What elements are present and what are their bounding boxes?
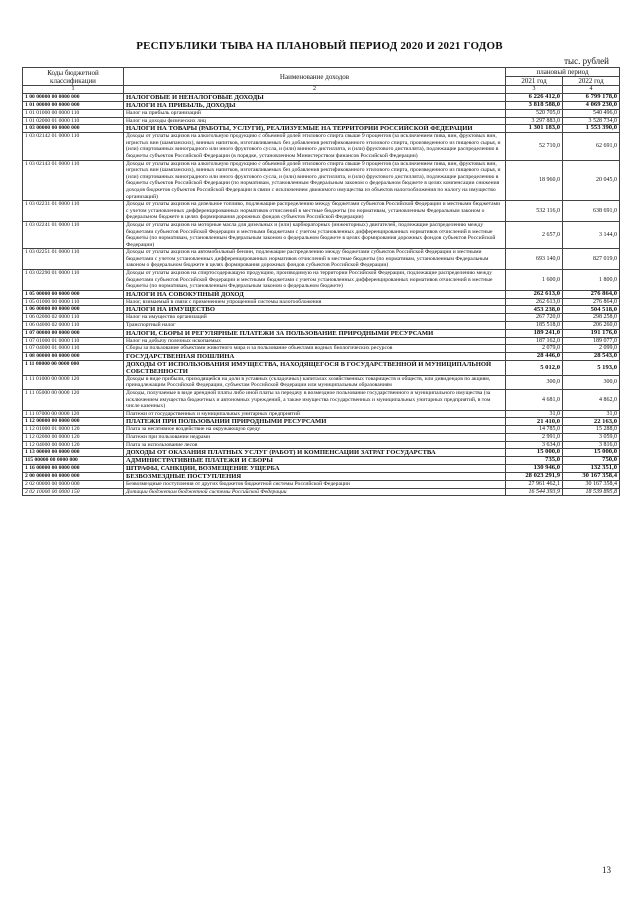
row-value-2022: 191 176,0 bbox=[563, 329, 620, 337]
row-value-2022: 276 864,0 bbox=[563, 290, 620, 298]
row-name: Доходы от уплаты акцизов на автомобильный бензин, подлежащие распределению между бюджетами субъектов Российской Федерации и местными бюджетами с учетом установленных дифференцированных нормативов отчислений в местные бюджеты (по нормативам, установленным Федеральным законом о федеральном бюджете в целях формирования дорожных фондов субъектов Российской Федерации) bbox=[124, 249, 506, 270]
row-value-2021: 2 079,0 bbox=[506, 345, 563, 353]
table-body bbox=[23, 94, 620, 496]
row-name: ПЛАТЕЖИ ПРИ ПОЛЬЗОВАНИИ ПРИРОДНЫМИ РЕСУРСАМИ bbox=[124, 418, 506, 426]
row-code: 1 12 00000 00 0000 000 bbox=[23, 418, 124, 426]
row-value-2022: 62 691,0 bbox=[563, 133, 620, 160]
row-name: Доходы от уплаты акцизов на спиртосодержащую продукцию, производимую на территории Российской Федерации, подлежащие распределению между бюджетами субъектов Российской Федерации и местными бюджетами с учетом установленных дифференцированных нормативов отчислений в местные бюджеты (по нормативам, установленным Федеральным законом о федеральном бюджете) bbox=[124, 270, 506, 291]
row-value-2021: 2 991,0 bbox=[506, 433, 563, 441]
row-code: 1 05 00000 00 0000 000 bbox=[23, 290, 124, 298]
row-value-2021: 532 116,0 bbox=[506, 201, 563, 222]
row-name: Доходы от уплаты акцизов на моторные масла для дизельных и (или) карбюраторных (инжекторных) двигателей, подлежащие распределению между бюджетами субъектов Российской Федерации и местными бюджетами с учетом установленных дифференцированных нормативов отчислений в местные бюджеты (по нормативам, установленным Федеральным законом о федеральном бюджете в целях формирования дорожных фондов субъектов Российской Федерации) bbox=[124, 221, 506, 248]
row-value-2021: 267 720,0 bbox=[506, 314, 563, 322]
table-row bbox=[23, 306, 620, 314]
row-value-2021: 27 961 462,1 bbox=[506, 481, 563, 489]
table-row bbox=[23, 133, 620, 160]
row-value-2021: 21 410,0 bbox=[506, 418, 563, 426]
row-value-2022: 4 069 230,0 bbox=[563, 102, 620, 110]
row-value-2021: 185 518,0 bbox=[506, 322, 563, 330]
header-name: Наименование доходов bbox=[124, 68, 506, 86]
row-code: 2 02 00000 00 0000 000 bbox=[23, 481, 124, 489]
row-name: ШТРАФЫ, САНКЦИИ, ВОЗМЕЩЕНИЕ УЩЕРБА bbox=[124, 465, 506, 473]
row-value-2022: 22 163,0 bbox=[563, 418, 620, 426]
row-value-2021: 18 960,0 bbox=[506, 160, 563, 201]
row-value-2021: 262 613,0 bbox=[506, 290, 563, 298]
row-name: Безвозмездные поступления от других бюджетов бюджетной системы Российской Федерации bbox=[124, 481, 506, 489]
row-name: Доходы от уплаты акцизов на алкогольную продукцию с объемной долей этилового спирта свыше 9 процентов (за исключением пива, вин, фруктовых вин, игристых вин (шампанских), винных напитков, изготавливаемых без добавления ректификованного этилового спирта, произведенного из пищевого сырья, и (или) спиртованных виноградного или иного фруктового сусла, и (или) винного дистиллята, и (или) фруктового дистиллята), подлежащие распределению в бюджеты субъектов Российской Федерации (в порядке, установленном Министерством финансов Российской Федерации) bbox=[124, 133, 506, 160]
row-value-2022: 18 539 895,8 bbox=[563, 488, 620, 496]
table-row bbox=[23, 360, 620, 375]
row-code: 1 06 02000 02 0000 110 bbox=[23, 314, 124, 322]
table-row bbox=[23, 160, 620, 201]
row-value-2022: 1 553 390,0 bbox=[563, 125, 620, 133]
row-code: 1 03 02290 01 0000 110 bbox=[23, 270, 124, 291]
table-row bbox=[23, 102, 620, 110]
row-code: 1 11 07000 00 0000 120 bbox=[23, 410, 124, 418]
row-code: 115 00000 00 0000 000 bbox=[23, 457, 124, 465]
row-value-2021: 189 241,0 bbox=[506, 329, 563, 337]
table-row bbox=[23, 473, 620, 481]
row-value-2021: 5 012,0 bbox=[506, 360, 563, 375]
row-code: 1 05 01000 00 0000 110 bbox=[23, 298, 124, 306]
row-code: 1 01 00000 00 0000 000 bbox=[23, 102, 124, 110]
row-name: ГОСУДАРСТВЕННАЯ ПОШЛИНА bbox=[124, 352, 506, 360]
row-value-2022: 3 144,0 bbox=[563, 221, 620, 248]
row-name: Налог, взимаемый в связи с применением упрощенной системы налогообложения bbox=[124, 298, 506, 306]
row-name: Платежи при пользовании недрами bbox=[124, 433, 506, 441]
row-code: 1 03 02241 01 0000 110 bbox=[23, 221, 124, 248]
row-value-2021: 187 162,0 bbox=[506, 337, 563, 345]
table-row bbox=[23, 441, 620, 449]
row-value-2021: 4 681,0 bbox=[506, 390, 563, 411]
row-code: 2 02 10000 00 0000 150 bbox=[23, 488, 124, 496]
row-code: 2 00 00000 00 0000 000 bbox=[23, 473, 124, 481]
table-row bbox=[23, 433, 620, 441]
column-index: 3 bbox=[506, 86, 563, 94]
table-row bbox=[23, 345, 620, 353]
table-row bbox=[23, 352, 620, 360]
row-value-2021: 52 710,0 bbox=[506, 133, 563, 160]
row-code: 1 16 00000 00 0000 000 bbox=[23, 465, 124, 473]
row-value-2021: 14 785,0 bbox=[506, 426, 563, 434]
row-name: НАЛОГИ НА ТОВАРЫ (РАБОТЫ, УСЛУГИ), РЕАЛИЗУЕМЫЕ НА ТЕРРИТОРИИ РОССИЙСКОЙ ФЕДЕРАЦИИ bbox=[124, 125, 506, 133]
row-name: Налог на доходы физических лиц bbox=[124, 117, 506, 125]
table-row bbox=[23, 488, 620, 496]
row-value-2022: 6 799 178,0 bbox=[563, 94, 620, 102]
page-title: РЕСПУБЛИКИ ТЫВА НА ПЛАНОВЫЙ ПЕРИОД 2020 И 2021 ГОДОВ bbox=[136, 40, 503, 52]
table-row bbox=[23, 298, 620, 306]
table-row bbox=[23, 329, 620, 337]
row-code: 1 03 02142 01 0000 110 bbox=[23, 133, 124, 160]
row-name: БЕЗВОЗМЕЗДНЫЕ ПОСТУПЛЕНИЯ bbox=[124, 473, 506, 481]
row-code: 1 11 01000 00 0000 120 bbox=[23, 375, 124, 389]
row-value-2022: 540 496,0 bbox=[563, 110, 620, 118]
row-code: 1 03 02143 01 0000 110 bbox=[23, 160, 124, 201]
row-value-2022: 15 000,0 bbox=[563, 449, 620, 457]
row-name: Доходы от уплаты акцизов на дизельное топливо, подлежащие распределению между бюджетами субъектов Российской Федерации и местными бюджетами с учетом установленных дифференцированных нормативов отчислений в местные бюджеты (по нормативам, установленным Федеральным законом о федеральном бюджете в целях формирования дорожных фондов субъектов Российской Федерации) bbox=[124, 201, 506, 222]
row-value-2022: 638 691,0 bbox=[563, 201, 620, 222]
row-value-2022: 31,0 bbox=[563, 410, 620, 418]
row-value-2021: 1 600,0 bbox=[506, 270, 563, 291]
row-code: 1 00 00000 00 0000 000 bbox=[23, 94, 124, 102]
row-value-2021: 28 446,0 bbox=[506, 352, 563, 360]
row-name: Плата за использование лесов bbox=[124, 441, 506, 449]
row-value-2022: 3 059,0 bbox=[563, 433, 620, 441]
row-value-2022: 827 019,0 bbox=[563, 249, 620, 270]
row-code: 1 12 02000 00 0000 120 bbox=[23, 433, 124, 441]
row-value-2021: 31,0 bbox=[506, 410, 563, 418]
table-row bbox=[23, 457, 620, 465]
row-value-2021: 3 297 883,0 bbox=[506, 117, 563, 125]
row-name: Транспортный налог bbox=[124, 322, 506, 330]
table-row bbox=[23, 481, 620, 489]
table-row bbox=[23, 375, 620, 389]
row-code: 1 03 00000 00 0000 000 bbox=[23, 125, 124, 133]
row-code: 1 07 00000 00 0000 000 bbox=[23, 329, 124, 337]
row-name: Платежи от государственных и муниципальных унитарных предприятий bbox=[124, 410, 506, 418]
row-code: 1 03 02231 01 0000 110 bbox=[23, 201, 124, 222]
row-value-2022: 298 258,0 bbox=[563, 314, 620, 322]
row-value-2022: 4 862,0 bbox=[563, 390, 620, 411]
row-name: НАЛОГОВЫЕ И НЕНАЛОГОВЫЕ ДОХОДЫ bbox=[124, 94, 506, 102]
table-row bbox=[23, 390, 620, 411]
table-row bbox=[23, 337, 620, 345]
row-code: 1 06 00000 00 0000 000 bbox=[23, 306, 124, 314]
row-value-2022: 28 543,0 bbox=[563, 352, 620, 360]
row-value-2022: 189 077,0 bbox=[563, 337, 620, 345]
table-row bbox=[23, 270, 620, 291]
row-name: Доходы, получаемые в виде арендной платы либо иной платы за передачу в возмездное пользование государственного и муниципального имущества (за исключением имущества бюджетных и автономных учреждений, а также имущества государственных и муниципальных унитарных предприятий, в том числе казенных) bbox=[124, 390, 506, 411]
row-value-2021: 735,0 bbox=[506, 457, 563, 465]
revenue-table bbox=[22, 67, 620, 496]
row-value-2022: 206 260,0 bbox=[563, 322, 620, 330]
row-name: Налог на имущество организаций bbox=[124, 314, 506, 322]
row-name: Доходы от уплаты акцизов на алкогольную продукцию с объемной долей этилового спирта свыше 9 процентов (за исключением пива, вин, фруктовых вин, игристых вин (шампанских), винных напитков, изготавливаемых без добавления ректификованного этилового спирта, произведенного из пищевого сырья, и (или) спиртованных виноградного или иного фруктового сусла, и (или) винного дистиллята, и (или) фруктового дистиллята), подлежащие распределению в бюджеты субъектов Российской Федерации (по нормативам, установленным Федеральным законом о федеральном бюджете в целях компенсации снижения доходов бюджетов субъектов Российской Федерации в связи с исключением движимого имущества из объектов налогообложения по налогу на имущество организаций) bbox=[124, 160, 506, 201]
row-value-2021: 3 634,0 bbox=[506, 441, 563, 449]
table-row bbox=[23, 221, 620, 248]
row-name: Доходы в виде прибыли, приходящейся на доли в уставных (складочных) капиталах хозяйственных товариществ и обществ, или дивидендов по акциям, принадлежащим Российской Федерации, субъектам Российской Федерации или муниципальным образованиям bbox=[124, 375, 506, 389]
row-name: НАЛОГИ, СБОРЫ И РЕГУЛЯРНЫЕ ПЛАТЕЖИ ЗА ПОЛЬЗОВАНИЕ ПРИРОДНЫМИ РЕСУРСАМИ bbox=[124, 329, 506, 337]
row-value-2021: 28 023 291,9 bbox=[506, 473, 563, 481]
row-name: ДОХОДЫ ОТ ИСПОЛЬЗОВАНИЯ ИМУЩЕСТВА, НАХОДЯЩЕГОСЯ В ГОСУДАРСТВЕННОЙ И МУНИЦИПАЛЬНОЙ СОБСТВЕННОСТИ bbox=[124, 360, 506, 375]
row-code: 1 06 04000 02 0000 110 bbox=[23, 322, 124, 330]
units-label: тыс. рублей bbox=[564, 56, 609, 66]
table-row bbox=[23, 418, 620, 426]
row-value-2022: 276 864,0 bbox=[563, 298, 620, 306]
row-value-2021: 693 140,0 bbox=[506, 249, 563, 270]
row-value-2022: 3 528 734,0 bbox=[563, 117, 620, 125]
header-period: плановый период bbox=[506, 68, 620, 77]
row-name: Налог на прибыль организаций bbox=[124, 110, 506, 118]
row-value-2022: 5 193,0 bbox=[563, 360, 620, 375]
row-code: 1 11 00000 00 0000 000 bbox=[23, 360, 124, 375]
row-code: 1 12 04000 00 0000 120 bbox=[23, 441, 124, 449]
row-value-2022: 504 518,0 bbox=[563, 306, 620, 314]
row-name: Сборы за пользование объектами животного мира и за пользование объектами водных биологических ресурсов bbox=[124, 345, 506, 353]
row-code: 1 12 01000 01 0000 120 bbox=[23, 426, 124, 434]
row-code: 1 11 05000 00 0000 120 bbox=[23, 390, 124, 411]
table-row bbox=[23, 110, 620, 118]
row-code: 1 03 02251 01 0000 110 bbox=[23, 249, 124, 270]
row-name: НАЛОГИ НА ИМУЩЕСТВО bbox=[124, 306, 506, 314]
row-value-2021: 520 705,0 bbox=[506, 110, 563, 118]
table-row bbox=[23, 449, 620, 457]
column-index: 4 bbox=[563, 86, 620, 94]
table-row bbox=[23, 201, 620, 222]
table-row bbox=[23, 290, 620, 298]
table-row bbox=[23, 410, 620, 418]
row-code: 1 07 04000 01 0000 110 bbox=[23, 345, 124, 353]
row-value-2021: 1 301 183,0 bbox=[506, 125, 563, 133]
row-value-2022: 300,0 bbox=[563, 375, 620, 389]
page-number: 13 bbox=[602, 865, 611, 875]
column-index: 1 bbox=[23, 86, 124, 94]
row-name: ДОХОДЫ ОТ ОКАЗАНИЯ ПЛАТНЫХ УСЛУГ (РАБОТ) И КОМПЕНСАЦИИ ЗАТРАТ ГОСУДАРСТВА bbox=[124, 449, 506, 457]
row-value-2022: 132 351,0 bbox=[563, 465, 620, 473]
row-code: 1 08 00000 00 0000 000 bbox=[23, 352, 124, 360]
table-row bbox=[23, 322, 620, 330]
header-code: Коды бюджетной классификации bbox=[23, 68, 124, 86]
row-code: 1 07 01000 01 0000 110 bbox=[23, 337, 124, 345]
row-value-2021: 453 238,0 bbox=[506, 306, 563, 314]
header-year-2: 2022 год bbox=[563, 77, 620, 86]
row-name: НАЛОГИ НА СОВОКУПНЫЙ ДОХОД bbox=[124, 290, 506, 298]
row-value-2021: 16 544 393,9 bbox=[506, 488, 563, 496]
row-code: 1 13 00000 00 0000 000 bbox=[23, 449, 124, 457]
row-name: Налог на добычу полезных ископаемых bbox=[124, 337, 506, 345]
table-row bbox=[23, 426, 620, 434]
row-code: 1 01 01000 00 0000 110 bbox=[23, 110, 124, 118]
row-value-2021: 130 946,0 bbox=[506, 465, 563, 473]
row-name: Плата за негативное воздействие на окружающую среду bbox=[124, 426, 506, 434]
table-row bbox=[23, 314, 620, 322]
row-value-2022: 15 288,0 bbox=[563, 426, 620, 434]
row-value-2021: 2 657,0 bbox=[506, 221, 563, 248]
row-name: Дотации бюджетам бюджетной системы Российской Федерации bbox=[124, 488, 506, 496]
row-value-2021: 262 613,0 bbox=[506, 298, 563, 306]
row-name: НАЛОГИ НА ПРИБЫЛЬ, ДОХОДЫ bbox=[124, 102, 506, 110]
row-value-2021: 15 000,0 bbox=[506, 449, 563, 457]
table-row bbox=[23, 125, 620, 133]
header-year-1: 2021 год bbox=[506, 77, 563, 86]
row-code: 1 01 02000 01 0000 110 bbox=[23, 117, 124, 125]
row-value-2022: 3 816,0 bbox=[563, 441, 620, 449]
column-index: 2 bbox=[124, 86, 506, 94]
row-value-2022: 20 045,0 bbox=[563, 160, 620, 201]
row-value-2022: 750,0 bbox=[563, 457, 620, 465]
row-value-2021: 300,0 bbox=[506, 375, 563, 389]
table-row bbox=[23, 249, 620, 270]
row-name: АДМИНИСТРАТИВНЫЕ ПЛАТЕЖИ И СБОРЫ bbox=[124, 457, 506, 465]
row-value-2021: 3 818 588,0 bbox=[506, 102, 563, 110]
row-value-2021: 6 226 412,0 bbox=[506, 94, 563, 102]
row-value-2022: 30 167 358,4 bbox=[563, 481, 620, 489]
row-value-2022: 1 800,0 bbox=[563, 270, 620, 291]
row-value-2022: 30 167 358,4 bbox=[563, 473, 620, 481]
row-value-2022: 2 099,0 bbox=[563, 345, 620, 353]
